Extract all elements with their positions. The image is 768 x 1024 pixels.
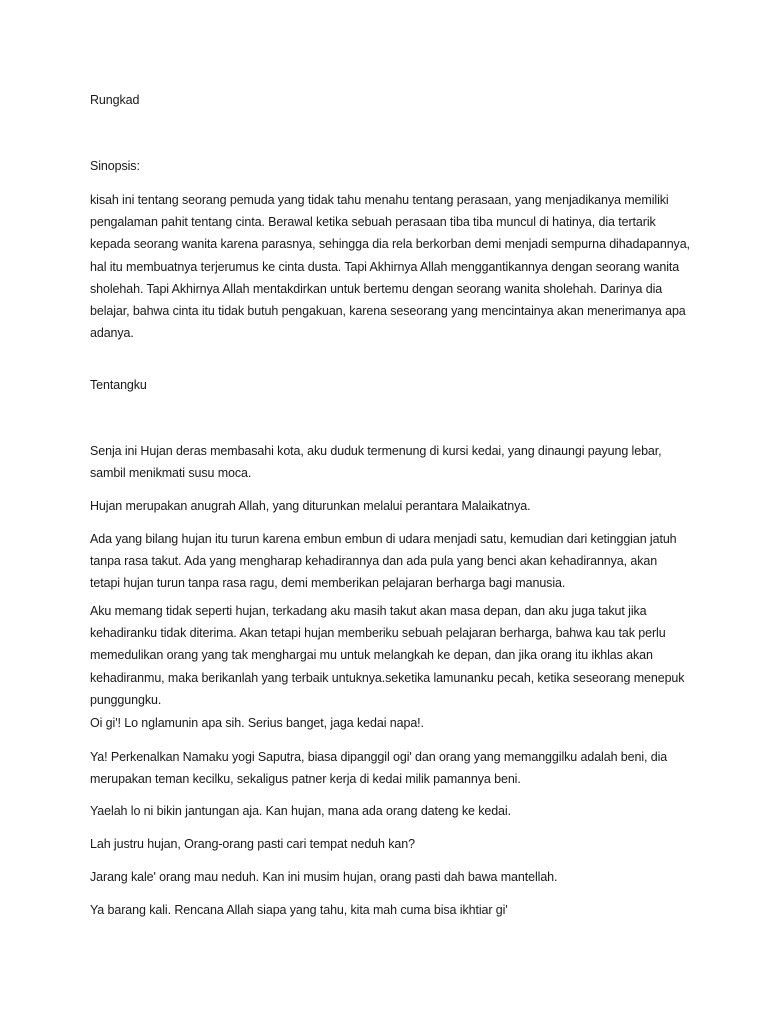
synopsis-heading: Sinopsis:: [90, 159, 140, 173]
paragraph: Yaelah lo ni bikin jantungan aja. Kan hujan, mana ada orang dateng ke kedai.: [90, 804, 511, 818]
synopsis-paragraph: kisah ini tentang seorang pemuda yang tidak tahu menahu tentang perasaan, yang menjadikanya memiliki pengalaman pahit tentang cinta. Berawal ketika sebuah perasaan tiba tiba muncul di hatinya, dia tertarik kepada seorang wanita karena parasnya, sehingga dia rela berkorban demi menjadi sempurna dihadapannya, hal itu membuatnya terjerumus ke cinta dusta. Tapi Akhirnya Allah menggantikannya dengan seorang wanita sholehah. Tapi Akhirnya Allah mentakdirkan untuk bertemu dengan seorang wanita sholehah. Darinya dia belajar, bahwa cinta itu tidak butuh pengakuan, karena seseorang yang mencintainya akan menerimanya apa adanya.: [90, 193, 690, 341]
document-title: Rungkad: [90, 93, 140, 107]
paragraph: Jarang kale' orang mau neduh. Kan ini musim hujan, orang pasti dah bawa mantellah.: [90, 870, 558, 884]
paragraph: Oi gi'! Lo nglamunin apa sih. Serius banget, jaga kedai napa!.: [90, 716, 424, 730]
chapter-title: Tentangku: [90, 378, 147, 392]
paragraph: Hujan merupakan anugrah Allah, yang diturunkan melalui perantara Malaikatnya.: [90, 499, 531, 513]
paragraph: Aku memang tidak seperti hujan, terkadang aku masih takut akan masa depan, dan aku juga takut jika kehadiranku tidak diterima. Akan tetapi hujan memberiku sebuah pelajaran berharga, bahwa kau tak perlu memedulikan orang yang tak menghargai mu untuk melangkah ke depan, dan jika orang itu ikhlas akan kehadiranmu, maka berikanlah yang terbaik untuknya.seketika lamunanku pecah, ketika seseorang menepuk punggungku.: [90, 604, 685, 707]
paragraph: Ya barang kali. Rencana Allah siapa yang tahu, kita mah cuma bisa ikhtiar gi': [90, 903, 508, 917]
paragraph: Lah justru hujan, Orang-orang pasti cari tempat neduh kan?: [90, 837, 415, 851]
paragraph: Senja ini Hujan deras membasahi kota, aku duduk termenung di kursi kedai, yang dinaungi payung lebar, sambil menikmati susu moca.: [90, 444, 662, 481]
paragraph: Ada yang bilang hujan itu turun karena embun embun di udara menjadi satu, kemudian dari ketinggian jatuh tanpa rasa takut. Ada yang mengharap kehadirannya dan ada pula yang benci akan kehadirannya, akan tetapi hujan turun tanpa rasa ragu, demi memberikan pelajaran berharga bagi manusia.: [90, 532, 677, 591]
paragraph: Ya! Perkenalkan Namaku yogi Saputra, biasa dipanggil ogi' dan orang yang memanggilku adalah beni, dia merupakan teman kecilku, sekaligus patner kerja di kedai milik pamannya beni.: [90, 750, 668, 787]
